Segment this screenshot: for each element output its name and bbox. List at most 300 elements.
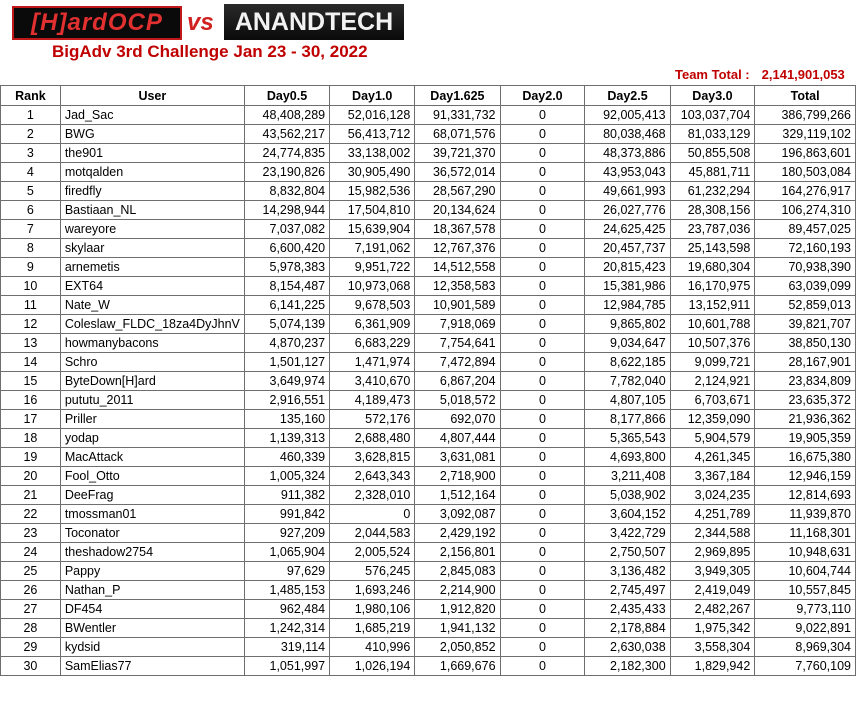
table-cell: 1,005,324 [244, 467, 329, 486]
table-cell: 927,209 [244, 524, 329, 543]
table-cell: 30 [1, 657, 61, 676]
table-cell: 3,092,087 [415, 505, 500, 524]
table-cell: 1,501,127 [244, 353, 329, 372]
table-body [1, 106, 856, 676]
table-row [1, 619, 856, 638]
table-cell: kydsid [60, 638, 244, 657]
table-row [1, 391, 856, 410]
table-cell: 1,941,132 [415, 619, 500, 638]
table-cell: 15,639,904 [330, 220, 415, 239]
table-cell: MacAttack [60, 448, 244, 467]
table-cell: 10,507,376 [670, 334, 755, 353]
table-cell: 0 [500, 429, 585, 448]
table-cell: 1,693,246 [330, 581, 415, 600]
anandtech-logo [224, 4, 404, 40]
table-cell: 5,038,902 [585, 486, 670, 505]
table-cell: 19 [1, 448, 61, 467]
table-cell: 103,037,704 [670, 106, 755, 125]
table-row [1, 277, 856, 296]
table-cell: 20 [1, 467, 61, 486]
table-cell: 33,138,002 [330, 144, 415, 163]
table-row [1, 125, 856, 144]
table-cell: 6,600,420 [244, 239, 329, 258]
table-cell: 0 [330, 505, 415, 524]
table-cell: 3,367,184 [670, 467, 755, 486]
table-cell: 3,558,304 [670, 638, 755, 657]
table-cell: 164,276,917 [755, 182, 856, 201]
table-cell: 0 [500, 372, 585, 391]
table-cell: 48,373,886 [585, 144, 670, 163]
team-total [675, 67, 845, 82]
table-cell: 91,331,732 [415, 106, 500, 125]
table-cell: 10,973,068 [330, 277, 415, 296]
table-cell: 2,688,480 [330, 429, 415, 448]
table-cell: 6,867,204 [415, 372, 500, 391]
table-cell: 39,721,370 [415, 144, 500, 163]
table-cell: 6,703,671 [670, 391, 755, 410]
table-cell: 43,562,217 [244, 125, 329, 144]
table-cell: 0 [500, 524, 585, 543]
table-cell: the901 [60, 144, 244, 163]
table-cell: 26,027,776 [585, 201, 670, 220]
table-cell: 4,807,444 [415, 429, 500, 448]
table-cell: 5,904,579 [670, 429, 755, 448]
table-cell: 8,177,866 [585, 410, 670, 429]
table-cell: 0 [500, 486, 585, 505]
table-row [1, 220, 856, 239]
table-cell: 24,774,835 [244, 144, 329, 163]
table-cell: BWentler [60, 619, 244, 638]
table-cell: 2,419,049 [670, 581, 755, 600]
table-cell: ByteDown[H]ard [60, 372, 244, 391]
table-cell: 22 [1, 505, 61, 524]
table-cell: 2,969,895 [670, 543, 755, 562]
table-cell: 12 [1, 315, 61, 334]
table-cell: 19,680,304 [670, 258, 755, 277]
table-cell: 410,996 [330, 638, 415, 657]
table-cell: 28,167,901 [755, 353, 856, 372]
table-cell: 0 [500, 410, 585, 429]
table-cell: 1,829,942 [670, 657, 755, 676]
table-row [1, 410, 856, 429]
table-cell: 7,918,069 [415, 315, 500, 334]
table-cell: 2,344,588 [670, 524, 755, 543]
table-cell: 2,435,433 [585, 600, 670, 619]
table-cell: 4 [1, 163, 61, 182]
table-row [1, 657, 856, 676]
table-cell: theshadow2754 [60, 543, 244, 562]
table-cell: 2,214,900 [415, 581, 500, 600]
table-cell: 21 [1, 486, 61, 505]
table-cell: 15,381,986 [585, 277, 670, 296]
table-cell: BWG [60, 125, 244, 144]
table-row [1, 467, 856, 486]
table-cell: 28,567,290 [415, 182, 500, 201]
table-cell: 61,232,294 [670, 182, 755, 201]
table-cell: 9,678,503 [330, 296, 415, 315]
table-cell: 8,832,804 [244, 182, 329, 201]
table-cell: 30,905,490 [330, 163, 415, 182]
table-row [1, 505, 856, 524]
table-row [1, 334, 856, 353]
table-cell: Schro [60, 353, 244, 372]
column-header: Day2.0 [500, 86, 585, 106]
table-cell: 0 [500, 106, 585, 125]
table-cell: 25 [1, 562, 61, 581]
table-cell: 2,182,300 [585, 657, 670, 676]
table-cell: 9,865,802 [585, 315, 670, 334]
table-cell: SamElias77 [60, 657, 244, 676]
table-cell: 2,630,038 [585, 638, 670, 657]
table-cell: 1,139,313 [244, 429, 329, 448]
table-row [1, 600, 856, 619]
table-cell: 3,422,729 [585, 524, 670, 543]
table-cell: 460,339 [244, 448, 329, 467]
table-cell: 9,022,891 [755, 619, 856, 638]
table-cell: 0 [500, 467, 585, 486]
table-cell: 962,484 [244, 600, 329, 619]
table-cell: 6,361,909 [330, 315, 415, 334]
table-cell: firedfly [60, 182, 244, 201]
table-cell: 10 [1, 277, 61, 296]
table-row [1, 543, 856, 562]
table-cell: 92,005,413 [585, 106, 670, 125]
table-cell: 10,948,631 [755, 543, 856, 562]
table-cell: motqalden [60, 163, 244, 182]
table-cell: 2,916,551 [244, 391, 329, 410]
table-row [1, 106, 856, 125]
table-cell: 7,191,062 [330, 239, 415, 258]
anandtech-logo-text: ANANDTECH [234, 7, 394, 36]
column-header: Day3.0 [670, 86, 755, 106]
table-cell: 0 [500, 562, 585, 581]
table-cell: 23,190,826 [244, 163, 329, 182]
table-cell: yodap [60, 429, 244, 448]
table-cell: 25,143,598 [670, 239, 755, 258]
table-cell: 4,189,473 [330, 391, 415, 410]
table-cell: 0 [500, 391, 585, 410]
table-cell: DeeFrag [60, 486, 244, 505]
table-cell: 0 [500, 220, 585, 239]
table-cell: 1,051,997 [244, 657, 329, 676]
table-cell: 2,156,801 [415, 543, 500, 562]
table-cell: 0 [500, 296, 585, 315]
table-cell: 7,037,082 [244, 220, 329, 239]
table-cell: 1,980,106 [330, 600, 415, 619]
column-header: Total [755, 86, 856, 106]
table-cell: 72,160,193 [755, 239, 856, 258]
table-cell: 2,429,192 [415, 524, 500, 543]
page-title: BigAdv 3rd Challenge Jan 23 - 30, 2022 [52, 42, 368, 61]
table-cell: 12,767,376 [415, 239, 500, 258]
table-cell: 18 [1, 429, 61, 448]
table-cell: 572,176 [330, 410, 415, 429]
standings-table [0, 85, 856, 676]
table-cell: 0 [500, 201, 585, 220]
table-cell: 8,622,185 [585, 353, 670, 372]
table-cell: 15 [1, 372, 61, 391]
table-row [1, 296, 856, 315]
column-header: Day2.5 [585, 86, 670, 106]
table-cell: 7,754,641 [415, 334, 500, 353]
table-cell: 2,005,524 [330, 543, 415, 562]
table-cell: 23,834,809 [755, 372, 856, 391]
hardocp-logo-text: [H]ardOCP [31, 9, 163, 36]
table-cell: 8,969,304 [755, 638, 856, 657]
table-cell: 5 [1, 182, 61, 201]
table-cell: 14 [1, 353, 61, 372]
table-cell: 2,718,900 [415, 467, 500, 486]
table-cell: 4,693,800 [585, 448, 670, 467]
table-row [1, 581, 856, 600]
column-header: Day1.625 [415, 86, 500, 106]
table-cell: 2,178,884 [585, 619, 670, 638]
table-cell: 28 [1, 619, 61, 638]
table-cell: wareyore [60, 220, 244, 239]
table-cell: 45,881,711 [670, 163, 755, 182]
table-cell: 196,863,601 [755, 144, 856, 163]
table-cell: 2,044,583 [330, 524, 415, 543]
table-cell: 9,773,110 [755, 600, 856, 619]
table-cell: 7,472,894 [415, 353, 500, 372]
table-cell: 1,975,342 [670, 619, 755, 638]
table-row [1, 524, 856, 543]
table-cell: 12,358,583 [415, 277, 500, 296]
table-row [1, 182, 856, 201]
table-cell: 1,912,820 [415, 600, 500, 619]
table-cell: 0 [500, 144, 585, 163]
table-cell: 16 [1, 391, 61, 410]
table-cell: 0 [500, 182, 585, 201]
table-cell: 80,038,468 [585, 125, 670, 144]
table-cell: 12,814,693 [755, 486, 856, 505]
table-cell: 2,643,343 [330, 467, 415, 486]
table-cell: 9,034,647 [585, 334, 670, 353]
table-cell: 0 [500, 334, 585, 353]
table-cell: 38,850,130 [755, 334, 856, 353]
table-cell: 1,512,164 [415, 486, 500, 505]
table-cell: 5,365,543 [585, 429, 670, 448]
table-cell: 97,629 [244, 562, 329, 581]
table-cell: 6,141,225 [244, 296, 329, 315]
team-total-label: Team Total : [675, 67, 750, 82]
table-cell: 24 [1, 543, 61, 562]
table-cell: 10,601,788 [670, 315, 755, 334]
table-cell: 692,070 [415, 410, 500, 429]
table-row [1, 486, 856, 505]
table-cell: 386,799,266 [755, 106, 856, 125]
table-cell: 10,557,845 [755, 581, 856, 600]
table-cell: 2,750,507 [585, 543, 670, 562]
table-cell: 3,024,235 [670, 486, 755, 505]
table-cell: Bastiaan_NL [60, 201, 244, 220]
table-cell: 2,845,083 [415, 562, 500, 581]
table-cell: 2,482,267 [670, 600, 755, 619]
table-row [1, 315, 856, 334]
table-cell: 0 [500, 258, 585, 277]
table-cell: 3,631,081 [415, 448, 500, 467]
table-row [1, 163, 856, 182]
table-cell: 9,951,722 [330, 258, 415, 277]
table-cell: 49,661,993 [585, 182, 670, 201]
table-cell: 43,953,043 [585, 163, 670, 182]
table-cell: 0 [500, 239, 585, 258]
table-cell: 14,512,558 [415, 258, 500, 277]
table-cell: 7 [1, 220, 61, 239]
table-cell: Jad_Sac [60, 106, 244, 125]
table-row [1, 353, 856, 372]
table-cell: 23 [1, 524, 61, 543]
table-cell: 70,938,390 [755, 258, 856, 277]
table-cell: 3,604,152 [585, 505, 670, 524]
table-cell: 6 [1, 201, 61, 220]
table-cell: 48,408,289 [244, 106, 329, 125]
table-cell: 4,870,237 [244, 334, 329, 353]
table-cell: 1,026,194 [330, 657, 415, 676]
table-cell: 0 [500, 125, 585, 144]
table-cell: 2,745,497 [585, 581, 670, 600]
table-cell: 0 [500, 600, 585, 619]
table-cell: 9,099,721 [670, 353, 755, 372]
table-cell: 0 [500, 619, 585, 638]
table-cell: 21,936,362 [755, 410, 856, 429]
table-row [1, 239, 856, 258]
table-cell: 1,685,219 [330, 619, 415, 638]
table-cell: 0 [500, 505, 585, 524]
table-cell: Coleslaw_FLDC_18za4DyJhnV [60, 315, 244, 334]
table-cell: 4,261,345 [670, 448, 755, 467]
table-cell: 12,359,090 [670, 410, 755, 429]
table-cell: 0 [500, 315, 585, 334]
table-cell: 3,410,670 [330, 372, 415, 391]
table-cell: 13 [1, 334, 61, 353]
table-cell: 2,328,010 [330, 486, 415, 505]
table-row [1, 372, 856, 391]
table-row [1, 562, 856, 581]
table-cell: 0 [500, 543, 585, 562]
table-cell: pututu_2011 [60, 391, 244, 410]
table-cell: 3,628,815 [330, 448, 415, 467]
table-cell: 20,134,624 [415, 201, 500, 220]
table-cell: 89,457,025 [755, 220, 856, 239]
table-cell: 16,170,975 [670, 277, 755, 296]
table-cell: 3,211,408 [585, 467, 670, 486]
table-row [1, 144, 856, 163]
table-cell: 20,815,423 [585, 258, 670, 277]
table-cell: 11 [1, 296, 61, 315]
table-cell: 52,859,013 [755, 296, 856, 315]
column-header: Day0.5 [244, 86, 329, 106]
table-row [1, 448, 856, 467]
table-cell: 14,298,944 [244, 201, 329, 220]
table-cell: 29 [1, 638, 61, 657]
table-cell: EXT64 [60, 277, 244, 296]
table-cell: 50,855,508 [670, 144, 755, 163]
table-cell: 1 [1, 106, 61, 125]
table-cell: 0 [500, 448, 585, 467]
table-cell: 3,949,305 [670, 562, 755, 581]
table-cell: 7,760,109 [755, 657, 856, 676]
table-cell: 0 [500, 277, 585, 296]
table-cell: 135,160 [244, 410, 329, 429]
table-cell: 39,821,707 [755, 315, 856, 334]
table-cell: 81,033,129 [670, 125, 755, 144]
table-cell: 23,635,372 [755, 391, 856, 410]
table-cell: DF454 [60, 600, 244, 619]
table-cell: 36,572,014 [415, 163, 500, 182]
table-cell: 329,119,102 [755, 125, 856, 144]
table-cell: 5,074,139 [244, 315, 329, 334]
table-cell: Nathan_P [60, 581, 244, 600]
table-cell: 23,787,036 [670, 220, 755, 239]
table-cell: 52,016,128 [330, 106, 415, 125]
table-cell: 1,065,904 [244, 543, 329, 562]
table-cell: 4,807,105 [585, 391, 670, 410]
table-cell: 911,382 [244, 486, 329, 505]
table-header-row [1, 86, 856, 106]
hardocp-logo [12, 6, 182, 40]
table-cell: 24,625,425 [585, 220, 670, 239]
table-cell: 15,982,536 [330, 182, 415, 201]
table-cell: Toconator [60, 524, 244, 543]
table-cell: 11,939,870 [755, 505, 856, 524]
table-cell: 13,152,911 [670, 296, 755, 315]
table-cell: 7,782,040 [585, 372, 670, 391]
table-cell: 3,649,974 [244, 372, 329, 391]
table-cell: 68,071,576 [415, 125, 500, 144]
table-cell: 4,251,789 [670, 505, 755, 524]
table-cell: 10,901,589 [415, 296, 500, 315]
table-cell: 8,154,487 [244, 277, 329, 296]
table-cell: 5,978,383 [244, 258, 329, 277]
column-header: User [60, 86, 244, 106]
table-cell: 0 [500, 581, 585, 600]
table-cell: 18,367,578 [415, 220, 500, 239]
table-cell: 1,242,314 [244, 619, 329, 638]
table-cell: 20,457,737 [585, 239, 670, 258]
column-header: Rank [1, 86, 61, 106]
table-row [1, 429, 856, 448]
table-cell: 106,274,310 [755, 201, 856, 220]
table-cell: 28,308,156 [670, 201, 755, 220]
table-cell: 27 [1, 600, 61, 619]
table-cell: 19,905,359 [755, 429, 856, 448]
table-cell: 12,984,785 [585, 296, 670, 315]
table-cell: 10,604,744 [755, 562, 856, 581]
column-header: Day1.0 [330, 86, 415, 106]
table-cell: Fool_Otto [60, 467, 244, 486]
table-cell: 63,039,099 [755, 277, 856, 296]
table-cell: 0 [500, 657, 585, 676]
table-cell: skylaar [60, 239, 244, 258]
table-cell: 991,842 [244, 505, 329, 524]
table-cell: 3 [1, 144, 61, 163]
table-cell: 9 [1, 258, 61, 277]
table-row [1, 201, 856, 220]
table-cell: 6,683,229 [330, 334, 415, 353]
table-row [1, 638, 856, 657]
table-cell: 1,485,153 [244, 581, 329, 600]
table-cell: 1,471,974 [330, 353, 415, 372]
table-cell: 576,245 [330, 562, 415, 581]
team-total-value: 2,141,901,053 [761, 67, 845, 82]
table-cell: Nate_W [60, 296, 244, 315]
table-cell: tmossman01 [60, 505, 244, 524]
table-cell: 17,504,810 [330, 201, 415, 220]
table-row [1, 258, 856, 277]
table-cell: 180,503,084 [755, 163, 856, 182]
table-cell: 319,114 [244, 638, 329, 657]
